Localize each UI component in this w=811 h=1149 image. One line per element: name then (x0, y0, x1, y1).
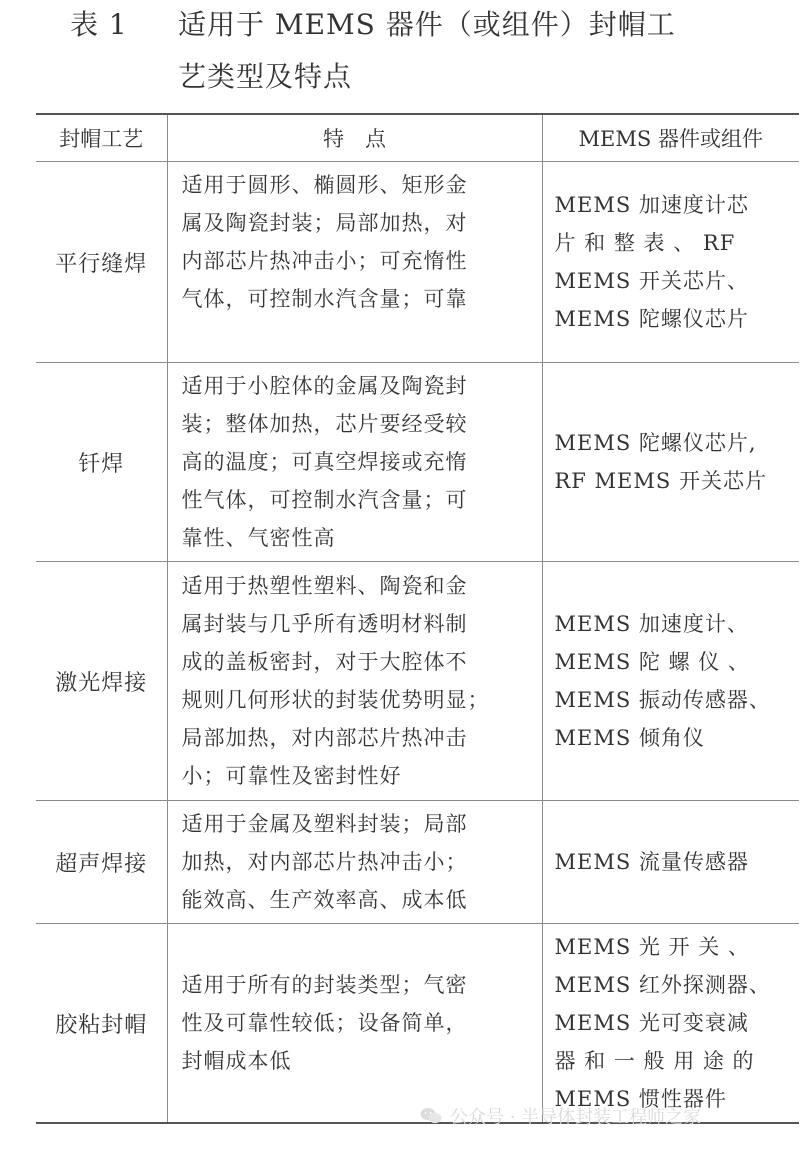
devices-cell (542, 924, 799, 1124)
features-cell (167, 801, 542, 924)
devices-line: MEMS 陀螺仪芯片 (554, 307, 749, 331)
table-title-line-1: 适用于 MEMS 器件（或组件）封帽工 (178, 8, 676, 41)
features-line: 规则几何形状的封装优势明显； (181, 688, 490, 712)
devices-line: MEMS 振动传感器、 (554, 688, 771, 712)
header-features: 特 点 (167, 114, 542, 162)
devices-line: MEMS 陀螺仪芯片, (554, 431, 757, 455)
features-line: 小；可靠性及密封性好 (181, 764, 402, 788)
features-line: 属及陶瓷封装；局部加热，对 (181, 211, 468, 235)
devices-cell (542, 162, 799, 363)
process-table (36, 113, 799, 1124)
table-title-line-2: 艺类型及特点 (178, 60, 353, 93)
devices-line: MEMS 惯性器件 (554, 1087, 727, 1111)
process-cell: 胶粘封帽 (55, 1012, 148, 1038)
devices-line: MEMS 开关芯片、 (554, 269, 749, 293)
features-line: 适用于热塑性塑料、陶瓷和金 (181, 574, 468, 598)
devices-line: RF MEMS 开关芯片 (554, 469, 767, 493)
devices-line: MEMS 加速度计、 (554, 612, 749, 636)
devices-line: MEMS 光 开 关 、 (554, 935, 750, 959)
table-number: 表 1 (70, 8, 128, 41)
header-devices: MEMS 器件或组件 (542, 114, 799, 162)
features-cell (167, 924, 542, 1124)
features-line: 性气体，可控制水汽含量；可 (181, 488, 468, 512)
process-cell: 平行缝焊 (55, 251, 148, 277)
table-header-row (36, 114, 799, 162)
devices-line: MEMS 红外探测器、 (554, 973, 771, 997)
features-cell (167, 562, 542, 801)
devices-line: 片 和 整 表 、 RF (554, 231, 736, 255)
devices-cell (542, 801, 799, 924)
features-line: 装；整体加热，芯片要经受较 (181, 412, 468, 436)
features-line: 适用于小腔体的金属及陶瓷封 (181, 374, 468, 398)
features-line: 气体，可控制水汽含量；可靠 (181, 287, 468, 311)
watermark-text: 公众号 · 半导体封装工程师之家 (450, 1107, 702, 1128)
features-line: 靠性、气密性高 (181, 526, 336, 550)
wechat-icon (420, 1107, 442, 1125)
table-row (36, 801, 799, 924)
features-line: 封帽成本低 (181, 1049, 292, 1073)
devices-cell (542, 562, 799, 801)
devices-cell (542, 363, 799, 562)
features-line: 成的盖板密封，对于大腔体不 (181, 650, 468, 674)
features-line: 高的温度；可真空焊接或充惰 (181, 450, 468, 474)
features-line: 适用于圆形、椭圆形、矩形金 (181, 173, 468, 197)
features-cell (167, 162, 542, 363)
features-cell (167, 363, 542, 562)
features-line: 加热，对内部芯片热冲击小； (181, 850, 468, 874)
process-cell: 钎焊 (78, 451, 125, 477)
devices-line: MEMS 光可变衰减 (554, 1011, 749, 1035)
devices-line: MEMS 流量传感器 (554, 850, 749, 874)
table-row (36, 562, 799, 801)
table-row (36, 162, 799, 363)
table-row (36, 924, 799, 1124)
devices-line: 器 和 一 般 用 途 的 (554, 1049, 755, 1073)
devices-line: MEMS 加速度计芯 (554, 193, 749, 217)
watermark (420, 1096, 800, 1136)
process-cell: 超声焊接 (55, 851, 148, 877)
devices-line: MEMS 倾角仪 (554, 726, 705, 750)
features-line: 适用于所有的封装类型；气密 (181, 973, 468, 997)
features-line: 属封装与几乎所有透明材料制 (181, 612, 468, 636)
table-row (36, 363, 799, 562)
features-line: 能效高、生产效率高、成本低 (181, 888, 468, 912)
devices-line: MEMS 陀 螺 仪 、 (554, 650, 750, 674)
features-line: 局部加热，对内部芯片热冲击 (181, 726, 468, 750)
process-cell: 激光焊接 (55, 670, 148, 696)
features-line: 适用于金属及塑料封装；局部 (181, 812, 468, 836)
header-process: 封帽工艺 (59, 127, 144, 151)
features-line: 性及可靠性较低；设备简单， (181, 1011, 468, 1035)
features-line: 内部芯片热冲击小；可充惰性 (181, 249, 468, 273)
